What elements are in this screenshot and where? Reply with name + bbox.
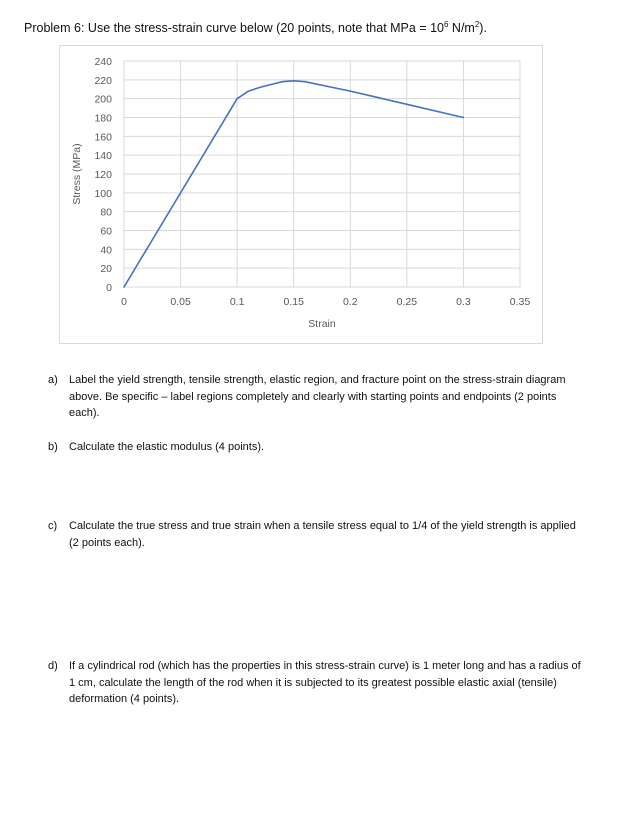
problem-title-end: ). <box>479 21 487 35</box>
question-letter: d) <box>48 660 58 672</box>
question-text: If a cylindrical rod (which has the properties in this stress-strain curve) is 1 meter long and has a radius of 1 cm, calculate the length of the rod when it is subjected to its greatest possible elastic axial (tensile) deformation (4 points). <box>69 660 581 705</box>
y-tick-label: 20 <box>100 263 112 276</box>
x-tick-label: 0 <box>121 296 127 308</box>
x-tick-label: 0.15 <box>283 296 304 308</box>
y-tick-label: 180 <box>94 112 112 125</box>
question-a <box>48 372 588 422</box>
problem-title <box>24 20 487 36</box>
chart-canvas <box>60 46 544 345</box>
question-text: Label the yield strength, tensile strength, elastic region, and fracture point on the stress-strain diagram above. Be specific – label regions completely and clearly with starting points and endpoints (2 points each). <box>69 374 566 419</box>
x-tick-label: 0.3 <box>456 296 471 308</box>
x-axis-title: Strain <box>308 318 336 330</box>
y-tick-label: 100 <box>94 187 112 200</box>
x-tick-label: 0.05 <box>170 296 191 308</box>
problem-title-unit-exponent: 2 <box>474 19 480 29</box>
x-tick-label: 0.25 <box>396 296 418 308</box>
y-tick-label: 80 <box>100 206 112 219</box>
y-axis-title: Stress (MPa) <box>71 143 83 205</box>
x-tick-label: 0.35 <box>509 296 531 308</box>
y-tick-label: 120 <box>94 169 112 181</box>
question-text: Calculate the elastic modulus (4 points). <box>69 441 265 453</box>
problem-title-exponent: 6 <box>444 19 449 29</box>
y-tick-label: 40 <box>100 244 112 257</box>
question-letter: a) <box>48 374 58 386</box>
stress-strain-chart <box>59 45 543 344</box>
y-tick-label: 200 <box>94 93 112 106</box>
y-tick-label: 60 <box>100 225 112 238</box>
question-letter: c) <box>48 520 58 532</box>
y-tick-label: 0 <box>106 282 112 294</box>
x-tick-label: 0.1 <box>229 296 245 308</box>
y-tick-label: 160 <box>94 131 112 144</box>
y-tick-label: 220 <box>94 74 112 87</box>
x-tick-label: 0.2 <box>342 296 358 308</box>
problem-title-unit: N/m <box>448 21 475 35</box>
problem-title-text: Problem 6: Use the stress-strain curve below (20 points, note that MPa = 10 <box>24 21 444 35</box>
question-b <box>48 439 588 456</box>
y-tick-label: 240 <box>94 56 112 68</box>
question-letter: b) <box>48 441 58 453</box>
question-c <box>48 518 588 551</box>
question-text: Calculate the true stress and true strain when a tensile stress equal to 1/4 of the yield strength is applied (2 points each). <box>69 520 576 549</box>
y-tick-label: 140 <box>94 150 112 163</box>
question-d <box>48 658 588 708</box>
